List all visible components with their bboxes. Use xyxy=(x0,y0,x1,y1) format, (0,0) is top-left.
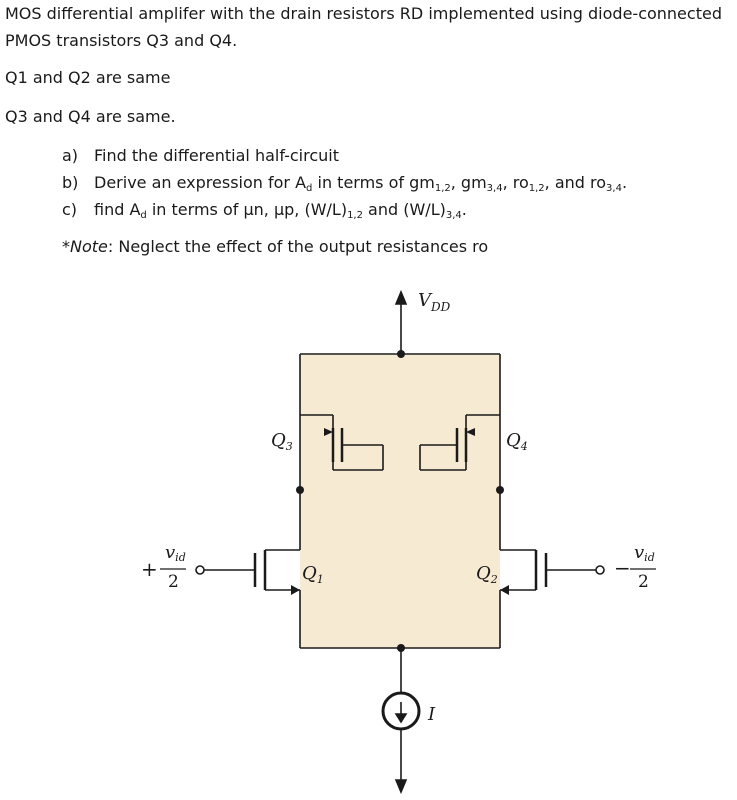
plus-sign: + xyxy=(141,557,158,581)
problem-statement-line1: MOS differential amplifer with the drain resistors RD implemented using diode-connected xyxy=(5,4,722,23)
note-prefix: *Note xyxy=(62,237,108,256)
q2-label: $Q_2$ xyxy=(476,563,498,586)
vid-left-label: vid xyxy=(165,542,186,564)
vss-arrow-icon xyxy=(396,780,406,792)
task-b-text: , and ro xyxy=(544,173,607,192)
tail-junction xyxy=(397,644,405,652)
vid-right-label: vid xyxy=(634,542,655,564)
vdd-label: $V_{DD}$ xyxy=(418,290,451,314)
task-c-text: find A xyxy=(94,200,141,219)
task-b-text: in terms of gm xyxy=(312,173,435,192)
subscript: d xyxy=(140,210,147,221)
vdd-junction xyxy=(397,350,405,358)
task-c-text: and (W/L) xyxy=(362,200,446,219)
task-b-text: , gm xyxy=(450,173,487,192)
vdd-arrow-icon xyxy=(396,292,406,304)
minus-sign: − xyxy=(614,556,631,580)
subscript: 3,4 xyxy=(486,183,503,194)
left-input-terminal xyxy=(196,566,204,574)
subscript: 3,4 xyxy=(606,183,622,194)
task-a-label: a) xyxy=(62,146,79,165)
right-denominator: 2 xyxy=(638,572,649,592)
statement-q1-q2: Q1 and Q2 are same xyxy=(5,68,171,87)
task-c-label: c) xyxy=(62,200,78,219)
q2-arrow-icon xyxy=(500,585,509,595)
statement-q3-q4: Q3 and Q4 are same. xyxy=(5,107,176,126)
task-b-text: . xyxy=(621,173,628,192)
left-denominator: 2 xyxy=(168,572,179,592)
q4-label: $Q_4$ xyxy=(506,430,528,453)
task-b-label: b) xyxy=(62,173,79,192)
q3-label: $Q_3$ xyxy=(271,430,293,453)
problem-statement-line2: PMOS transistors Q3 and Q4. xyxy=(5,31,238,50)
subscript: d xyxy=(306,183,313,194)
subscript: 1,2 xyxy=(434,183,451,194)
note-text: : Neglect the effect of the output resistances ro xyxy=(107,237,489,256)
subscript: 1,2 xyxy=(528,183,545,194)
right-input-terminal xyxy=(596,566,604,574)
subscript: 3,4 xyxy=(445,210,462,221)
right-drain-junction xyxy=(496,486,504,494)
task-b-text: Derive an expression for A xyxy=(94,173,307,192)
task-a-text: Find the differential half-circuit xyxy=(94,146,339,165)
q1-arrow-icon xyxy=(291,585,300,595)
left-drain-junction xyxy=(296,486,304,494)
subscript: 1,2 xyxy=(347,210,363,221)
current-label: I xyxy=(428,704,436,725)
task-c-text: in terms of μn, μp, (W/L) xyxy=(146,200,348,219)
task-b-text: , ro xyxy=(502,173,529,192)
task-c-text: . xyxy=(461,200,467,219)
q1-label: $Q_1$ xyxy=(302,563,324,586)
circuit-background xyxy=(300,355,500,648)
